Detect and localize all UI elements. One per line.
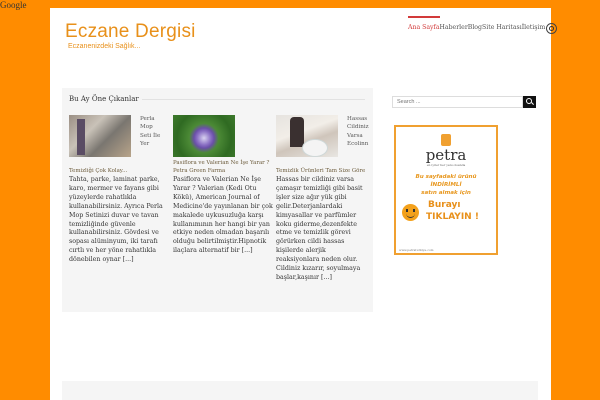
ad-line-1: Bu sayfadaki ürünü bbox=[415, 174, 477, 180]
post-excerpt: Pasiflora ve Valerian Ne İşe Yarar ? Valerian (Kedi Otu Kökü), American Journal of Medicine'de yayınlanan bir çok makalede uykusuzluğa karşı kullanımının her hangi bir yan etkiye neden olmadan başarılı olduğu belirtilmiştir.Hipnotik ilaçlara alternatif bir [...] bbox=[173, 176, 273, 255]
post-title-continued[interactable]: Temizlik Ürünleri Tam Size Göre bbox=[276, 168, 366, 174]
post-title-side[interactable]: Perla Mop Seti İle Yer bbox=[140, 116, 161, 148]
post-excerpt: Hassas bir cildiniz varsa çamaşır temizliği gibi basit işler size ağır yük gibi gelir.Deterjanlardaki kimyasallar ve parfümler koku giderme,dezenfekte etme ve temizlik görevi görürken cildi hassas kişilerde alerjik reaksiyonlara neden olur. Cildiniz kızarır, soyulmaya başlar,kaşınır [...] bbox=[276, 176, 363, 281]
ad-cta-line-2: TIKLAYIN ! bbox=[426, 212, 479, 222]
petra-logo-icon bbox=[441, 134, 451, 146]
nav-item-site-haritasi[interactable]: Site Haritası bbox=[482, 24, 522, 31]
nav-item-ana-sayfa[interactable]: Ana Sayfa bbox=[408, 22, 440, 34]
main-nav bbox=[408, 22, 557, 34]
ad-cta-line-1: Burayı bbox=[428, 200, 461, 210]
smiley-icon bbox=[402, 204, 419, 221]
site-title[interactable]: Eczane Dergisi bbox=[65, 21, 196, 42]
post-title-continued[interactable]: Temizliği Çok Kolay... bbox=[69, 168, 128, 174]
heading-divider bbox=[142, 99, 365, 100]
google-label: Google bbox=[0, 0, 27, 10]
nav-item-haberler[interactable]: Haberler bbox=[439, 24, 468, 31]
site-logo[interactable] bbox=[65, 22, 196, 50]
site-tagline: Eczanenizdeki Sağlık... bbox=[68, 43, 141, 50]
ad-slogan: en iyiler her yanı olsanda bbox=[426, 163, 466, 167]
sidebar-search bbox=[392, 96, 536, 108]
post-image-passion-flower[interactable] bbox=[173, 115, 235, 157]
page-container bbox=[50, 8, 551, 400]
ad-line-2: İNDİRİMLİ bbox=[430, 182, 462, 188]
ad-cta[interactable] bbox=[396, 200, 496, 230]
nav-item-blog[interactable]: Blog bbox=[467, 24, 482, 31]
featured-section bbox=[62, 88, 373, 312]
post-title-side[interactable]: Hassas Cildiniz Varsa Ecolinn bbox=[347, 116, 369, 148]
featured-heading: Bu Ay Öne Çıkanlar bbox=[69, 95, 139, 103]
post-title[interactable]: Pasiflora ve Valerian Ne İşe Yarar ? Petra Green Farma bbox=[173, 160, 270, 174]
ad-url: www.petraturkiye.com bbox=[399, 248, 434, 252]
search-button[interactable] bbox=[523, 96, 536, 108]
search-input[interactable] bbox=[392, 96, 523, 108]
petra-ad-banner[interactable] bbox=[394, 125, 498, 255]
footer-band bbox=[62, 381, 538, 400]
post-excerpt: Tahta, parke, laminat parke, karo, mermer ve fayans gibi yüzeylerde rahatlıkla kullanabilirsiniz. Ayrıca Perla Mop Setinizi duvar ve tavan temizliğinde güvenle kullanabilirsiniz. Gövdesi ve sopası alüminyum, iki tarafı cırtlı ve her yöne rahatlıkla dönebilen oynar [...] bbox=[69, 176, 163, 264]
ad-line-3: satın almak için bbox=[421, 190, 471, 196]
post-image-mother-laundry[interactable] bbox=[276, 115, 338, 157]
ad-brand: petra bbox=[425, 146, 467, 164]
nav-item-iletisim[interactable]: İletişim bbox=[521, 24, 546, 31]
search-icon[interactable] bbox=[546, 23, 557, 34]
post-image-kitchen-mop[interactable] bbox=[69, 115, 131, 157]
